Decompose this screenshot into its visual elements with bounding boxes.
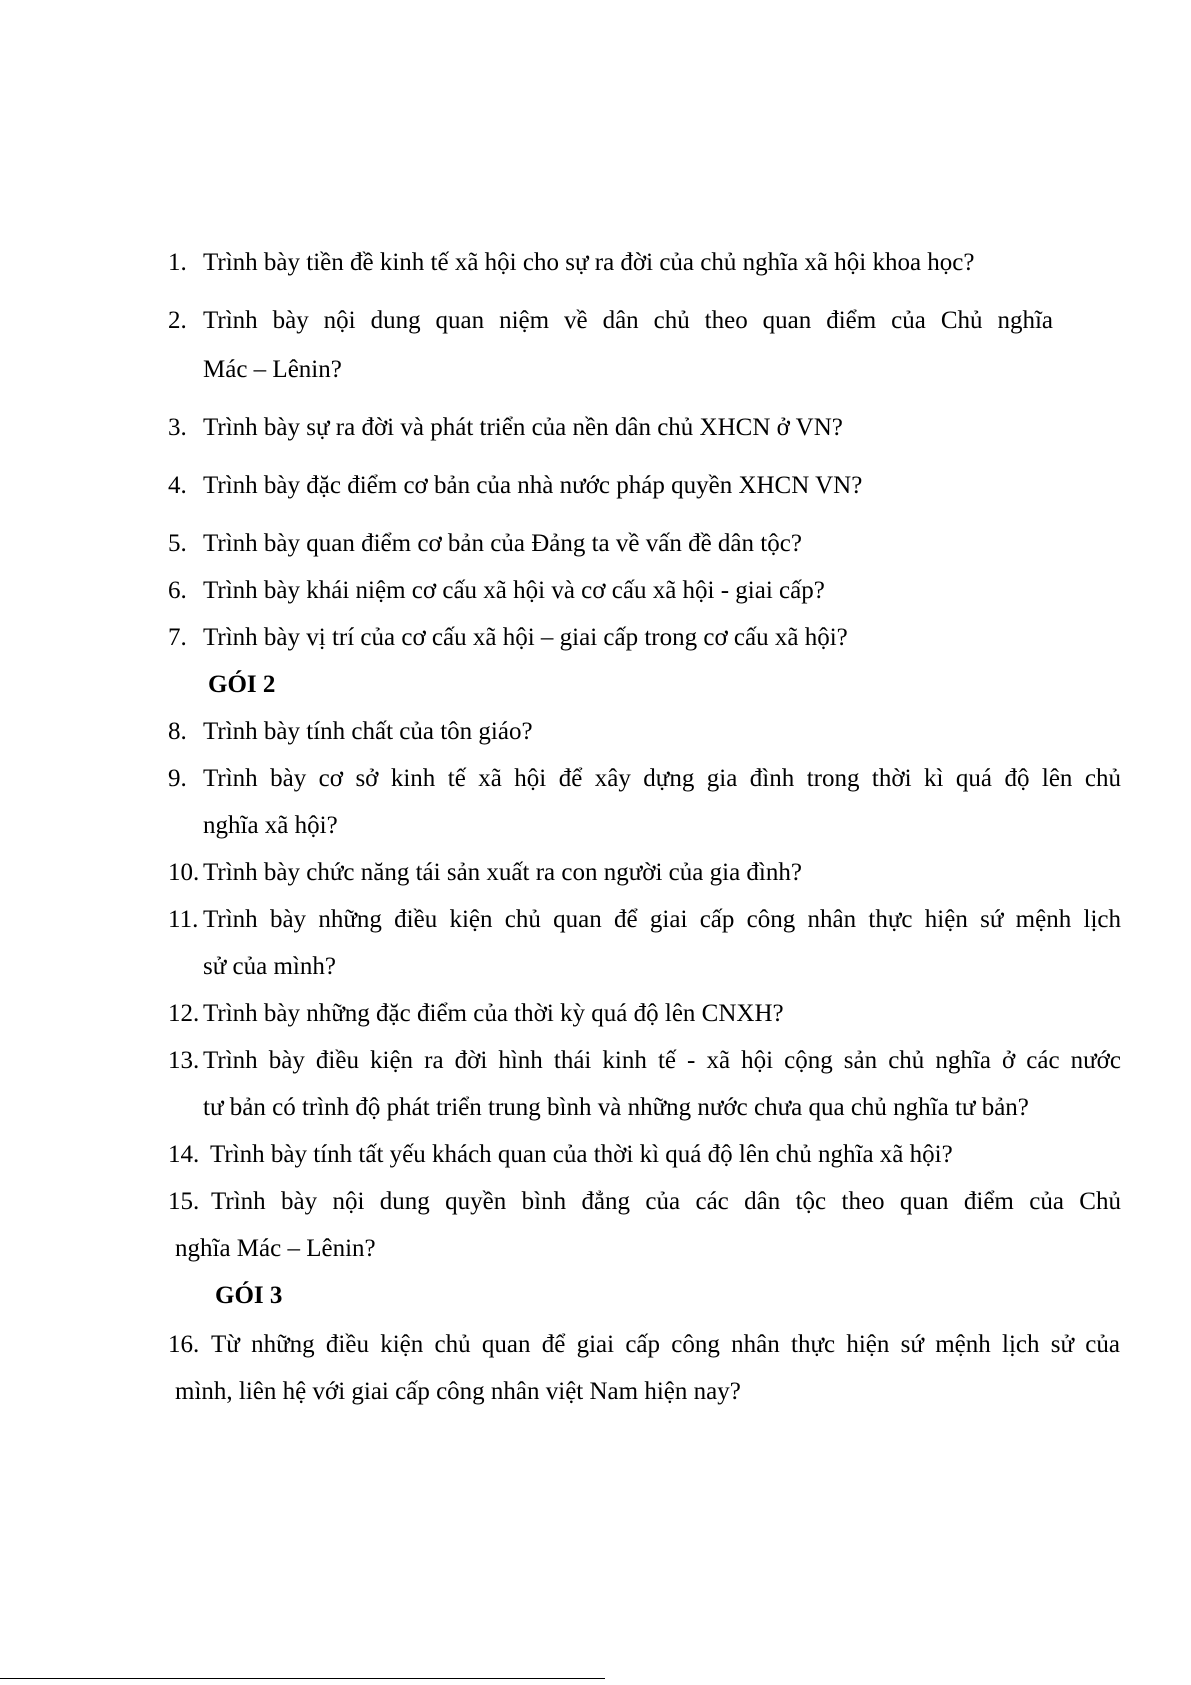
list-item-12 xyxy=(168,999,199,1029)
item-text: Trình bày điều kiện ra đời hình thái kinh tế - xã hội cộng sản chủ nghĩa ở các nước xyxy=(203,1047,1121,1074)
item-text: Trình bày chức năng tái sản xuất ra con người của gia đình? xyxy=(203,859,802,886)
list-item-16 xyxy=(168,1330,199,1360)
item-text: Trình bày đặc điểm cơ bản của nhà nước pháp quyền XHCN VN? xyxy=(203,472,863,499)
item-number: 2. xyxy=(168,307,187,334)
item-text: Trình bày tính chất của tôn giáo? xyxy=(203,718,533,745)
item-text: Trình bày tính tất yếu khách quan của thời kì quá độ lên chủ nghĩa xã hội? xyxy=(210,1141,953,1168)
list-item-5 xyxy=(168,529,187,559)
item-text: Từ những điều kiện chủ quan để giai cấp công nhân thực hiện sứ mệnh lịch sử của xyxy=(211,1331,1120,1358)
item-text: Trình bày cơ sở kinh tế xã hội để xây dựng gia đình trong thời kì quá độ lên chủ xyxy=(203,765,1121,792)
list-item-9 xyxy=(168,764,187,794)
item-text: Trình bày nội dung quyền bình đẳng của các dân tộc theo quan điểm của Chủ xyxy=(211,1188,1121,1215)
item-number: 10. xyxy=(168,859,200,886)
item-text-continued: nghĩa xã hội? xyxy=(203,812,338,839)
item-text: Trình bày sự ra đời và phát triển của nền dân chủ XHCN ở VN? xyxy=(203,414,843,441)
footnote-separator xyxy=(0,1678,605,1679)
list-item-11 xyxy=(168,905,198,935)
item-number: 4. xyxy=(168,472,187,499)
section-heading-goi-3: GÓI 3 xyxy=(215,1282,283,1309)
item-text-continued: tư bản có trình độ phát triển trung bình và những nước chưa qua chủ nghĩa tư bản? xyxy=(203,1094,1029,1121)
list-item-13 xyxy=(168,1046,199,1076)
item-number: 16. xyxy=(168,1331,200,1358)
section-heading-goi-2: GÓI 2 xyxy=(208,671,276,698)
list-item-8 xyxy=(168,717,187,747)
list-item-4 xyxy=(168,471,187,501)
item-number: 15. xyxy=(168,1188,200,1215)
list-item-7 xyxy=(168,623,187,653)
list-item-10 xyxy=(168,858,199,888)
item-number: 1. xyxy=(168,249,187,276)
list-item-3 xyxy=(168,413,187,443)
item-text: Trình bày những đặc điểm của thời kỳ quá độ lên CNXH? xyxy=(203,1000,784,1027)
item-text-continued: mình, liên hệ với giai cấp công nhân việt Nam hiện nay? xyxy=(175,1378,741,1405)
item-text: Trình bày vị trí của cơ cấu xã hội – giai cấp trong cơ cấu xã hội? xyxy=(203,624,848,651)
item-text-continued: sử của mình? xyxy=(203,953,336,980)
item-text-continued: nghĩa Mác – Lênin? xyxy=(175,1235,376,1262)
item-number: 11. xyxy=(168,906,199,933)
list-item-14 xyxy=(168,1140,199,1170)
item-text: Trình bày khái niệm cơ cấu xã hội và cơ cấu xã hội - giai cấp? xyxy=(203,577,825,604)
item-text: Trình bày quan điểm cơ bản của Đảng ta về vấn đề dân tộc? xyxy=(203,530,802,557)
item-number: 5. xyxy=(168,530,187,557)
item-number: 14. xyxy=(168,1141,200,1168)
item-number: 7. xyxy=(168,624,187,651)
item-number: 12. xyxy=(168,1000,200,1027)
list-item-1 xyxy=(168,248,187,278)
list-item-15 xyxy=(168,1187,199,1217)
item-number: 3. xyxy=(168,414,187,441)
list-item-6 xyxy=(168,576,187,606)
item-number: 8. xyxy=(168,718,187,745)
item-text: Trình bày nội dung quan niệm về dân chủ theo quan điểm của Chủ nghĩa xyxy=(203,307,1053,334)
item-text: Trình bày tiền đề kinh tế xã hội cho sự ra đời của chủ nghĩa xã hội khoa học? xyxy=(203,249,975,276)
item-number: 13. xyxy=(168,1047,200,1074)
item-text: Trình bày những điều kiện chủ quan để giai cấp công nhân thực hiện sứ mệnh lịch xyxy=(203,906,1121,933)
item-text-continued: Mác – Lênin? xyxy=(203,356,342,383)
item-number: 6. xyxy=(168,577,187,604)
list-item-2 xyxy=(168,306,187,336)
item-number: 9. xyxy=(168,765,187,792)
